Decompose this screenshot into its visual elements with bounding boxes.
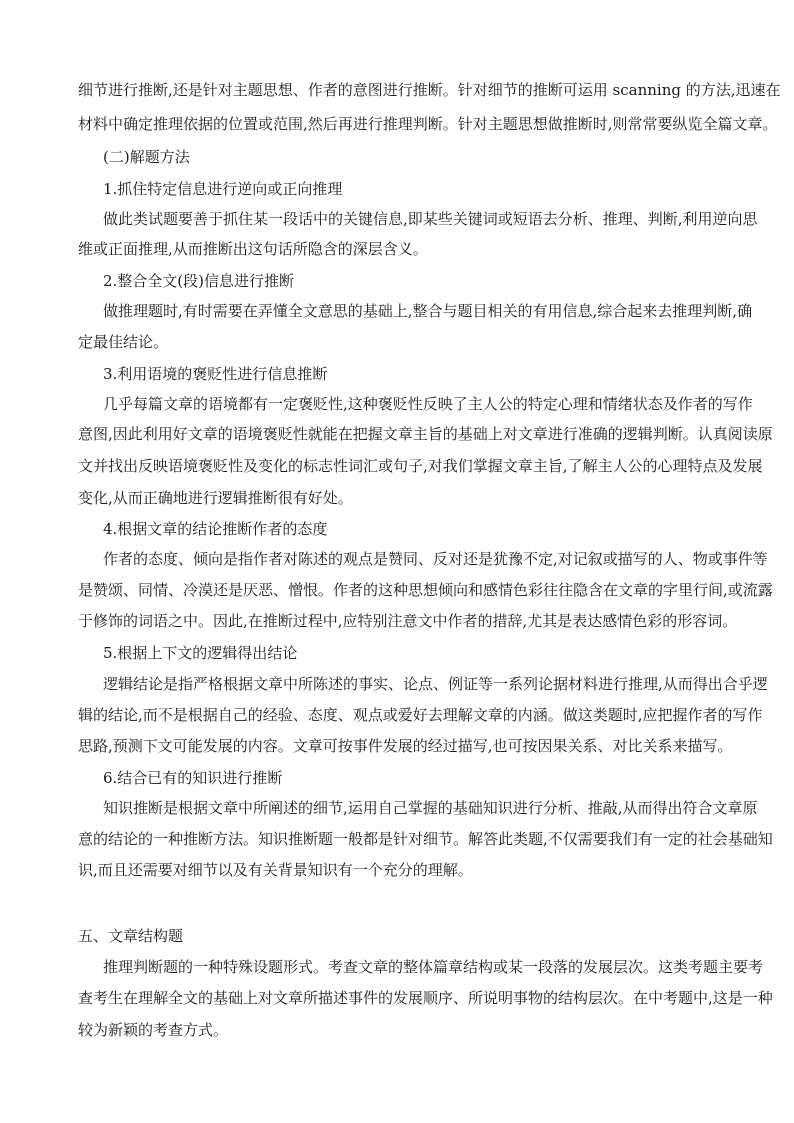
method-5-title: 5.根据上下文的逻辑得出结论 — [103, 644, 298, 662]
method-1-title: 1.抓住特定信息进行逆向或正向推理 — [103, 180, 343, 198]
method-3-line-3: 文并找出反映语境褒贬性及变化的标志性词汇或句子,对我们掌握文章主旨,了解主人公的心理特点及发展 — [78, 457, 763, 475]
method-1-line-1: 做此类试题要善于抓住某一段话中的关键信息,即某些关键词或短语去分析、推理、判断,利用逆向思 — [103, 210, 758, 228]
method-5-line-2: 辑的结论,而不是根据自己的经验、态度、观点或爱好去理解文章的内涵。做这类题时,应把握作者的写作 — [78, 706, 763, 724]
method-4-line-2: 是赞颂、同情、冷漠还是厌恶、憎恨。作者的这种思想倾向和感情色彩往往隐含在文章的字里行间,或流露 — [78, 581, 773, 599]
method-4-title: 4.根据文章的结论推断作者的态度 — [103, 520, 328, 538]
method-2-line-2: 定最佳结论。 — [78, 333, 169, 351]
section-5-line-1: 推理判断题的一种特殊设题形式。考查文章的整体篇章结构或某一段落的发展层次。这类考题主要考 — [103, 958, 764, 976]
section-5-line-3: 较为新颖的考查方式。 — [78, 1021, 229, 1039]
intro-line-1: 细节进行推断,还是针对主题思想、作者的意图进行推断。针对细节的推断可运用 scanning 的方法,迅速在 — [78, 81, 781, 99]
method-2-title: 2.整合全文(段)信息进行推断 — [103, 272, 295, 290]
methods-heading: (二)解题方法 — [103, 148, 190, 166]
method-3-line-1: 几乎每篇文章的语境都有一定褒贬性,这种褒贬性反映了主人公的特定心理和情绪状态及作者的写作 — [103, 395, 753, 413]
method-4-line-1: 作者的态度、倾向是指作者对陈述的观点是赞同、反对还是犹豫不定,对记叙或描写的人、物或事件等 — [103, 550, 768, 568]
method-6-title: 6.结合已有的知识进行推断 — [103, 769, 283, 787]
method-1-line-2: 维或正面推理,从而推断出这句话所隐含的深层含义。 — [78, 240, 428, 258]
method-4-line-3: 于修饰的词语之中。因此,在推断过程中,应特别注意文中作者的措辞,尤其是表达感情色彩的形容词。 — [78, 612, 738, 630]
method-3-line-4: 变化,从而正确地进行逻辑推断很有好处。 — [78, 489, 353, 507]
method-6-line-2: 意的结论的一种推断方法。知识推断题一般都是针对细节。解答此类题,不仅需要我们有一定的社会基础知 — [78, 830, 773, 848]
method-5-line-1: 逻辑结论是指严格根据文章中所陈述的事实、论点、例证等一系列论据材料进行推理,从而得出合乎逻 — [103, 675, 768, 693]
section-5-title: 五、文章结构题 — [78, 927, 184, 945]
method-3-line-2: 意图,因此利用好文章的语境褒贬性就能在把握文章主旨的基础上对文章进行准确的逻辑判断。认真阅读原 — [78, 425, 773, 443]
method-5-line-3: 思路,预测下文可能发展的内容。文章可按事件发展的经过描写,也可按因果关系、对比关系来描写。 — [78, 737, 733, 755]
method-6-line-1: 知识推断是根据文章中所阐述的细节,运用自己掌握的基础知识进行分析、推敲,从而得出符合文章原 — [103, 799, 758, 817]
method-3-title: 3.利用语境的褒贬性进行信息推断 — [103, 365, 328, 383]
section-5-line-2: 查考生在理解全文的基础上对文章所描述事件的发展顺序、所说明事物的结构层次。在中考题中,这是一种 — [78, 989, 773, 1007]
method-6-line-3: 识,而且还需要对细节以及有关背景知识有一个充分的理解。 — [78, 861, 473, 879]
method-2-line-1: 做推理题时,有时需要在弄懂全文意思的基础上,整合与题目相关的有用信息,综合起来去推理判断,确 — [103, 302, 753, 320]
intro-line-2: 材料中确定推理依据的位置或范围,然后再进行推理判断。针对主题思想做推断时,则常常要纵览全篇文章。 — [78, 115, 778, 133]
